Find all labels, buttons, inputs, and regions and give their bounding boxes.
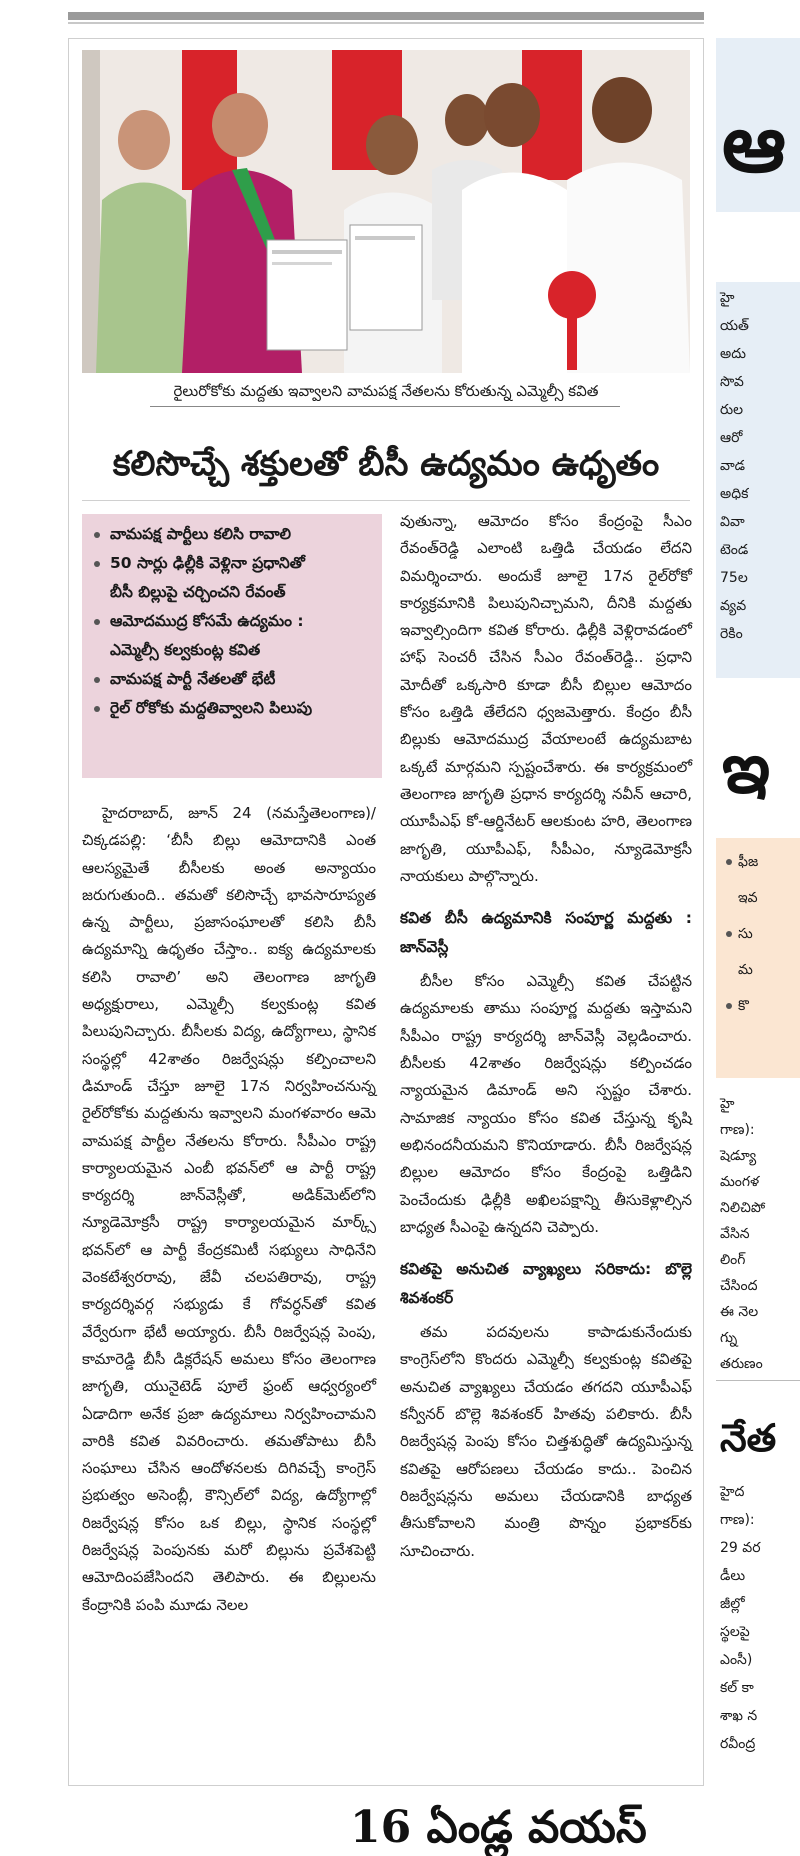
adjacent-articles-edge — [716, 38, 800, 1854]
body-column-2 — [400, 508, 692, 1565]
adjacent-text-fragment: ఫీజ — [738, 854, 759, 870]
adjacent-text-fragment: హై — [720, 1096, 735, 1112]
photo-caption: రైలురోకోకు మద్దతు ఇవ్వాలని వామపక్ష నేతలను కోరుతున్న ఎమ్మెల్సీ కవిత — [173, 382, 599, 400]
adjacent-text-fragment: జీల్లో — [720, 1596, 745, 1612]
adjacent-text-fragment: వివా — [720, 514, 745, 530]
bullet-dot — [726, 931, 732, 937]
adjacent-text-fragment: మ — [738, 962, 753, 978]
headline-rule — [82, 500, 690, 501]
adjacent-rule — [716, 1380, 800, 1381]
adjacent-text-fragment: మంగళ — [720, 1174, 760, 1190]
adjacent-text-fragment: రుల — [720, 402, 744, 418]
highlight-item: ఆమోదముద్ర కోసమే ఉద్యమం : — [92, 607, 374, 636]
adjacent-text-fragment: సొవ — [720, 374, 744, 390]
body-column-1 — [82, 800, 376, 1619]
adjacent-text-fragment: రెకిం — [720, 626, 743, 642]
highlight-item: రైల్ రోకోకు మద్దతివ్వాలని పిలుపు — [92, 694, 374, 723]
adjacent-text-fragment: టెండ — [720, 542, 749, 558]
subheading: కవితపై అనుచిత వ్యాఖ్యలు సరికాదు: బొల్లె శివశంకర్ — [400, 1260, 692, 1308]
body-paragraph: బీసీల కోసం ఎమ్మెల్సీ కవిత చేపట్టిన ఉద్యమాలకు తాము సంపూర్ణ మద్దతు ఇస్తామని సీపీఎం రాష్ట్ర కార్యదర్శి జాన్‌వెస్లీ వెల్లడించారు. బీసీలకు 42శాతం రిజర్వేషన్లు కల్పించడం న్యాయమైన డిమాండ్ అని స్పష్టం చేశారు. సామాజిక న్యాయం కోసం కవిత చేస్తున్న కృషి అభినందనీయమని కొనియాడారు. బీసీ రిజర్వేషన్ల బిల్లుల ఆమోదం కోసం కేంద్రంపై ఒత్తిడిని పెంచేందుకు ఢిల్లీకి అఖిలపక్షాన్ని తీసుకెళ్లాల్సిన బాధ్యత సీఎంపై ఉన్నదని చెప్పారు. — [400, 972, 692, 1236]
bullet-dot — [726, 859, 732, 865]
body-paragraph: వుతున్నా, ఆమోదం కోసం కేంద్రంపై సీఎం రేవంత్‌రెడ్డి ఎలాంటి ఒత్తిడి చేయడం లేదని విమర్శించారు. అందుకే జూలై 17న రైల్‌రోకో కార్యక్రమానికి పిలుపునిచ్చామని, దీనికి మద్దతు ఇవ్వాల్సిందిగా కవిత కోరారు. ఢిల్లీకి వెళ్లిరావడంలో హాఫ్ సెంచరీ చేసిన సీఎం రేవంత్‌రెడ్డి.. ప్రధాని మోదీతో ఒక్కసారి కూడా బీసీ బిల్లుల ఆమోదం కోసం ఒత్తిడి తేలేదని ధ్వజమెత్తారు. కేంద్రం బీసీ బిల్లుకు ఆమోదముద్ర వేయాలంటే ఉద్యమబాట ఒక్కటే మార్గమని స్పష్టంచేశారు. ఈ కార్యక్రమంలో తెలంగాణ జాగృతి ప్రధాన కార్యదర్శి నవీన్ ఆచారి, యూపీఎఫ్ కో-ఆర్డినేటర్ ఆలకుంట హరి, తెలంగాణ జాగృతి, యూపీఎఫ్, సీపీఎం, న్యూడెమోక్రసీ నాయకులు పాల్గొన్నారు. — [400, 512, 692, 885]
body-paragraph: తమ పదవులను కాపాడుకునేందుకు కాంగ్రెస్‌లోని కొందరు ఎమ్మెల్సీ కల్వకుంట్ల కవితపై అనుచిత వ్యాఖ్యలు చేయడం తగదని యూపీఎఫ్ కన్వీనర్ బొల్లె శివశంకర్ హితవు పలికారు. బీసీ రిజర్వేషన్ల పెంపు కోసం చిత్తశుద్ధితో ఉద్యమిస్తున్న కవితపై ఆరోపణలు చేయడం కాదు.. పెంచిన రిజర్వేషన్లను అమలు చేయడానికి బాధ్యత తీసుకోవాలని మంత్రి పొన్నం ప్రభాకర్‌కు సూచించారు. — [400, 1323, 692, 1560]
highlight-item-cont: బీసీ బిల్లుపై చర్చించని రేవంత్ — [110, 583, 286, 601]
adjacent-text-fragment: డీలు — [720, 1568, 746, 1584]
adjacent-text-fragment: ఎంసీ) — [720, 1652, 753, 1668]
adjacent-text-fragment: హైద — [720, 1484, 745, 1500]
adjacent-text-fragment: షెడ్యూ — [720, 1148, 757, 1164]
highlight-item-cont: ఎమ్మెల్సీ కల్వకుంట్ల కవిత — [110, 641, 261, 659]
adjacent-text-fragment: వ్యవ — [720, 598, 747, 614]
top-rule — [68, 12, 704, 20]
adjacent-text-fragment: అదు — [720, 346, 746, 362]
adjacent-text-fragment: స్థలపై — [720, 1624, 750, 1640]
adjacent-text-fragment: అధిక — [720, 486, 749, 502]
adjacent-text-fragment: 75ల — [720, 570, 748, 586]
highlight-item: 50 సార్లు ఢిల్లీకి వెళ్లినా ప్రధానితో — [92, 549, 374, 578]
adjacent-headline-fragment: ఇ — [722, 726, 771, 809]
caption-underline — [150, 406, 620, 407]
next-article-headline-fragment: 16 ఏండ్ల వయస్ — [350, 1802, 647, 1853]
adjacent-text-fragment: ఇవ — [738, 890, 758, 906]
highlight-item: వామపక్ష పార్టీలు కలిసి రావాలి — [92, 520, 374, 549]
adjacent-text-fragment: 29 వర — [720, 1540, 761, 1556]
adjacent-text-fragment: సు — [738, 926, 753, 942]
subheading: కవిత బీసీ ఉద్యమానికి సంపూర్ణ మద్దతు : జాన్‌వెస్లీ — [400, 909, 692, 957]
bullet-dot — [726, 1003, 732, 1009]
adjacent-text-fragment: కల్ కా — [720, 1680, 754, 1696]
adjacent-text-fragment: రవీంద్ర — [720, 1736, 756, 1752]
adjacent-text-fragment: గ్ను — [720, 1330, 738, 1346]
adjacent-text-fragment: యత్ — [720, 318, 749, 334]
adjacent-text-fragment: గాణ): — [720, 1512, 755, 1528]
adjacent-text-fragment: ఆరో — [720, 430, 743, 446]
adjacent-text-fragment: తరుణం — [720, 1356, 763, 1372]
adjacent-text-fragment: కొ — [738, 998, 749, 1014]
adjacent-text-fragment: చేసింద — [720, 1278, 758, 1294]
adjacent-text-fragment: లింగ్ — [720, 1252, 746, 1268]
top-rule-thin — [68, 22, 704, 24]
headline: కలిసొచ్చే శక్తులతో బీసీ ఉద్యమం ఉధృతం — [112, 444, 660, 484]
adjacent-white-block — [716, 212, 800, 282]
adjacent-headline-fragment: ఆ — [722, 96, 786, 190]
adjacent-text-fragment: నిలిచిపో — [720, 1200, 766, 1216]
adjacent-text-fragment: శాఖ న — [720, 1708, 758, 1724]
adjacent-text-fragment: గాణ): — [720, 1122, 755, 1138]
adjacent-text-fragment: వాడ — [720, 458, 746, 474]
adjacent-text-fragment: హై — [720, 290, 735, 306]
adjacent-text-fragment: వేసిన — [720, 1226, 750, 1242]
highlight-item: వామపక్ష పార్టీ నేతలతో భేటీ — [92, 665, 374, 694]
photo-illustration — [82, 50, 690, 373]
news-photo — [82, 50, 690, 373]
body-paragraph: హైదరాబాద్, జూన్ 24 (నమస్తేతెలంగాణ)/చిక్కడపల్లి: ‘బీసీ బిల్లు ఆమోదానికి ఎంత ఆలస్యమైతే బీసీలకు అంత అన్యాయం జరుగుతుంది.. తమతో కలిసొచ్చే భావసారూప్యత ఉన్న పార్టీలు, ప్రజాసంఘాలతో కలిసి బీసీ ఉద్యమాన్ని ఉధృతం చేస్తాం.. ఐక్య ఉద్యమాలకు కలిసి రావాలి’ అని తెలంగాణ జాగృతి అధ్యక్షురాలు, ఎమ్మెల్సీ కల్వకుంట్ల కవిత పిలుపునిచ్చారు. బీసీలకు విద్య, ఉద్యోగాలు, స్థానిక సంస్థల్లో 42శాతం రిజర్వేషన్లు కల్పించాలని డిమాండ్ చేస్తూ జూలై 17న నిర్వహించనున్న రైల్‌రోకోకు మద్దతును ఇవ్వాలని మంగళవారం ఆమె వామపక్ష పార్టీల నేతలను కోరారు. సీపీఎం రాష్ట్ర కార్యాలయమైన ఎంబీ భవన్‌లో ఆ పార్టీ రాష్ట్ర కార్యదర్శి జాన్‌వెస్లీతో, అడిక్‌మెట్‌లోని న్యూడెమోక్రసీ రాష్ట్ర కార్యాలయమైన మార్క్స్ భవన్‌లో ఆ పార్టీ కేంద్రకమిటీ సభ్యులు సాధినేని వెంకటేశ్వరరావు, జేవీ చలపతిరావు, రాష్ట్ర కార్యదర్శివర్గ సభ్యుడు కే గోవర్ధన్‌తో కవిత వేర్వేరుగా భేటీ అయ్యారు. బీసీ రిజర్వేషన్ల పెంపు, కామారెడ్డి బీసీ డిక్లరేషన్ అమలు కోసం తెలంగాణ జాగృతి, యునైటెడ్ పూలే ఫ్రంట్ ఆధ్వర్యంలో ఏడాదిగా అనేక ప్రజా ఉద్యమాలు నిర్వహించామని వారికి కవిత వివరించారు. తమతోపాటు బీసీ సంఘాలు చేసిన ఆందోళనలకు దిగివచ్చే కాంగ్రెస్ ప్రభుత్వం అసెంబ్లీ, కౌన్సిల్‌లో విద్య, ఉద్యోగాల్లో రిజర్వేషన్ల కోసం ఒక బిల్లు, స్థానిక సంస్థల్లో రిజర్వేషన్ల పెంపునకు మరో బిల్లును ప్రవేశపెట్టి ఆమోదింపజేసిందని తెలిపారు. ఈ బిల్లులను కేంద్రానికి పంపి మూడు నెలల — [82, 804, 376, 1614]
highlights-box — [82, 514, 382, 778]
adjacent-text-fragment: ఈ నెల — [720, 1304, 759, 1320]
adjacent-headline-fragment: నేత — [720, 1415, 777, 1460]
